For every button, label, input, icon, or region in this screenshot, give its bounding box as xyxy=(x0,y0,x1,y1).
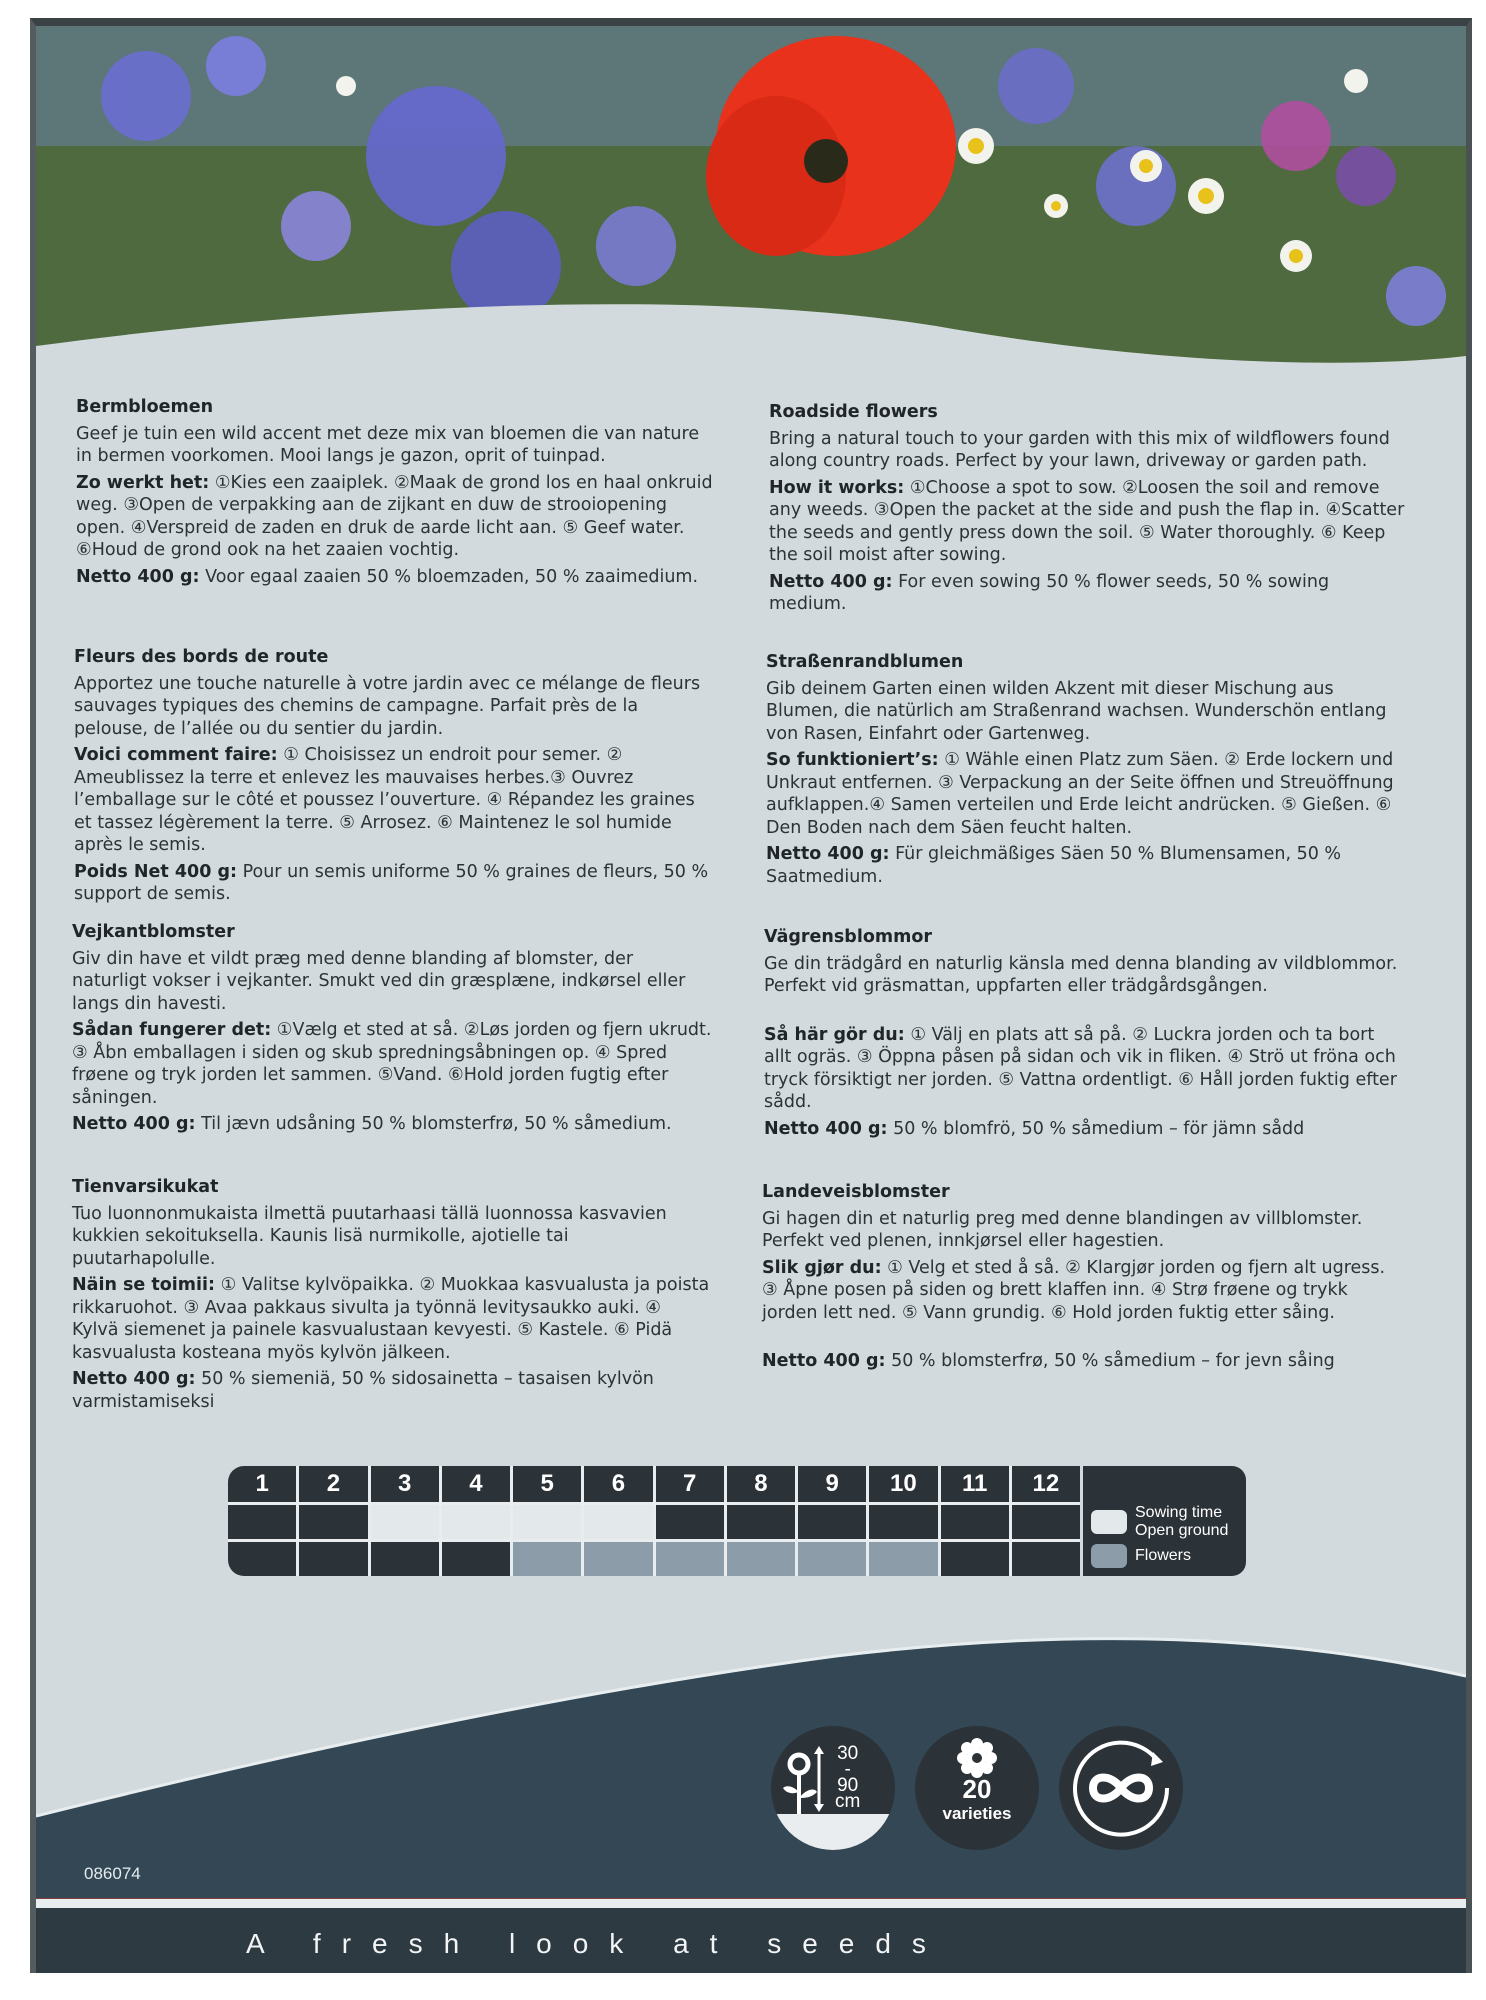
height-max: 90 xyxy=(837,1775,859,1796)
net-weight-label: Netto 400 g: xyxy=(76,566,200,587)
section-title: Landeveisblomster xyxy=(762,1182,950,1202)
net-weight-label: Netto 400 g: xyxy=(72,1369,196,1389)
month-header: 1 xyxy=(228,1466,296,1502)
net-weight-text: Voor egaal zaaien 50 % bloemzaden, 50 % zaaimedium. xyxy=(199,566,699,587)
section-net-weight xyxy=(72,1113,712,1136)
month-header: 10 xyxy=(869,1466,937,1502)
flowering-cell xyxy=(727,1542,795,1576)
height-min: 30 xyxy=(837,1743,859,1764)
sowing-cell xyxy=(584,1505,652,1539)
legend-sowing xyxy=(1091,1504,1238,1540)
slogan: A fresh look at seeds xyxy=(246,1928,947,1959)
sowing-cell xyxy=(371,1505,439,1539)
month-header: 5 xyxy=(513,1466,581,1502)
net-weight-text: 50 % blomfrö, 50 % såmedium – för jämn sådd xyxy=(887,1118,1305,1139)
section-instructions xyxy=(72,1274,712,1364)
instructions-label: Zo werkt het: xyxy=(76,472,210,493)
section-description: Gi hagen din et naturlig preg med denne blandingen av villblomster. Perfekt ved plenen, innkjørsel eller hagestien. xyxy=(762,1208,1363,1251)
sowing-cell xyxy=(656,1505,724,1539)
instructions-label: How it works: xyxy=(769,477,905,498)
section-title: Fleurs des bords de route xyxy=(74,647,329,667)
instructions-label: Näin se toimii: xyxy=(72,1275,215,1295)
flowering-cell xyxy=(1012,1542,1080,1576)
sowing-cell xyxy=(442,1505,510,1539)
seed-box-back xyxy=(30,18,1472,1973)
month-header: 9 xyxy=(798,1466,866,1502)
section-description: Geef je tuin een wild accent met deze mix van bloemen die van nature in bermen voorkomen. Mooi langs je gazon, oprit of tuinpad. xyxy=(76,423,700,466)
flowering-cell xyxy=(656,1542,724,1576)
calendar-grid xyxy=(228,1466,1080,1576)
month-header: 4 xyxy=(442,1466,510,1502)
infinity-icon xyxy=(1059,1726,1183,1850)
flowering-cell xyxy=(584,1542,652,1576)
net-weight-text: 50 % siemeniä, 50 % sidosainetta – tasaisen kylvön varmistamiseksi xyxy=(72,1369,654,1412)
section-instructions xyxy=(72,1019,712,1109)
height-range xyxy=(835,1743,861,1812)
section-fr xyxy=(74,646,714,910)
instructions-text: ①Choose a spot to sow. ②Loosen the soil and remove any weeds. ③Open the packet at the side and push the flap in. ④Scatter the seeds and gently press down the soil. ⑤ Water thoroughly. ⑥ Keep the soil moist after sowing. xyxy=(769,477,1405,565)
section-instructions xyxy=(74,744,714,857)
legend-open-ground-label: Open ground xyxy=(1135,1522,1229,1539)
sowing-cell xyxy=(513,1505,581,1539)
section-net-weight xyxy=(74,861,714,906)
net-weight-label: Netto 400 g: xyxy=(72,1114,196,1134)
month-header: 6 xyxy=(584,1466,652,1502)
section-instructions xyxy=(766,749,1406,839)
section-no xyxy=(762,1181,1402,1377)
section-net-weight xyxy=(72,1368,712,1413)
height-badge xyxy=(771,1726,895,1850)
section-description: Giv din have et vildt præg med denne blanding af blomster, der naturligt vokser i vejkanter. Smukt ved din græsplæne, indkørsel eller langs din havesti. xyxy=(72,948,686,1014)
flowering-cell xyxy=(442,1542,510,1576)
section-sv xyxy=(764,926,1404,1144)
section-description: Tuo luonnonmukaista ilmettä puutarhaasi tällä luonnossa kasvavien kukkien sekoituksella. Kaunis lisä nurmikolle, ajotielle tai puutarhapolulle. xyxy=(72,1203,667,1269)
flowering-cell xyxy=(798,1542,866,1576)
section-da xyxy=(72,921,712,1140)
instructions-label: Slik gjør du: xyxy=(762,1257,882,1278)
footer-band xyxy=(36,1908,1466,1973)
net-weight-label: Netto 400 g: xyxy=(766,844,890,864)
wave-divider-bottom xyxy=(36,1616,1466,1856)
section-title: Vejkantblomster xyxy=(72,922,235,942)
net-weight-text: Für gleichmäßiges Säen 50 % Blumensamen, 50 % Saatmedium. xyxy=(766,844,1342,887)
section-nl xyxy=(76,396,716,592)
section-net-weight xyxy=(76,566,716,589)
instructions-label: So funktioniert’s: xyxy=(766,750,939,770)
section-title: Tienvarsikukat xyxy=(72,1177,219,1197)
instructions-label: Så här gör du: xyxy=(764,1024,905,1045)
flowering-cell xyxy=(941,1542,1009,1576)
height-unit: cm xyxy=(835,1791,861,1812)
flowering-cell xyxy=(371,1542,439,1576)
month-header: 3 xyxy=(371,1466,439,1502)
flowers-swatch xyxy=(1091,1544,1127,1568)
sowing-cell xyxy=(798,1505,866,1539)
net-weight-text: Til jævn udsåning 50 % blomsterfrø, 50 % såmedium. xyxy=(195,1114,672,1134)
month-header: 8 xyxy=(727,1466,795,1502)
height-separator: - xyxy=(844,1759,851,1780)
section-instructions xyxy=(762,1257,1402,1325)
perennial-badge xyxy=(1059,1726,1183,1850)
net-weight-label: Netto 400 g: xyxy=(764,1118,888,1139)
flower-height-icon xyxy=(771,1726,895,1850)
section-de xyxy=(766,651,1406,892)
sowing-cell xyxy=(727,1505,795,1539)
instructions-text: ① Velg et sted å så. ② Klargjør jorden og fjern alt ugress. ③ Åpne posen på siden og brett klaffen inn. ④ Strø frøene og trykk jorden lett ned. ⑤ Vann grundig. ⑥ Hold jorden fuktig etter såing. xyxy=(762,1257,1386,1323)
flowering-cell xyxy=(513,1542,581,1576)
section-net-weight xyxy=(766,843,1406,888)
section-description: Ge din trädgård en naturlig känsla med denna blanding av vildblommor. Perfekt vid gräsmattan, uppfarten eller trädgårdsgången. xyxy=(764,953,1398,996)
article-number: 086074 xyxy=(84,1864,141,1883)
month-header: 7 xyxy=(656,1466,724,1502)
varieties-count: 20 xyxy=(962,1774,992,1804)
instructions-text: ① Wähle einen Platz zum Säen. ② Erde lockern und Unkraut entfernen. ③ Verpackung an der Seite öffnen und Streuöffnung aufklappen.④ Samen verteilen und Erde leicht andrücken. ⑤ Gießen. ⑥ Den Boden nach dem Säen feucht halten. xyxy=(766,750,1394,838)
flowering-cell xyxy=(228,1542,296,1576)
net-weight-label: Poids Net 400 g: xyxy=(74,861,238,882)
instructions-text: ①Vælg et sted at så. ②Løs jorden og fjern ukrudt. ③ Åbn emballagen i siden og skub spredningsåbningen op. ④ Spred frøene og tryk jorden let sammen. ⑤Vand. ⑥Hold jorden fugtig efter såningen. xyxy=(72,1020,712,1108)
instructions-label: Sådan fungerer det: xyxy=(72,1020,272,1040)
section-net-weight xyxy=(764,1118,1404,1141)
section-description: Apportez une touche naturelle à votre jardin avec ce mélange de fleurs sauvages typiques des chemins de campagne. Parfait près de la pelouse, de l’allée ou du sentier du jardin. xyxy=(74,673,701,739)
instructions-text: ① Valitse kylvöpaikka. ② Muokkaa kasvualusta ja poista rikkaruohot. ③ Avaa pakkaus sivulta ja työnnä levitysaukko auki. ④ Kylvä siemenet ja painele kasvualustaan kevyesti. ⑤ Kastele. ⑥ Pidä kasvualusta kosteana myös kylvön jälkeen. xyxy=(72,1275,710,1363)
wave-divider-top xyxy=(36,286,1466,406)
section-instructions xyxy=(76,472,716,562)
net-weight-label: Netto 400 g: xyxy=(762,1351,886,1371)
section-net-weight xyxy=(762,1350,1402,1373)
legend-sowing-label: Sowing time xyxy=(1135,1504,1223,1521)
sowing-cell xyxy=(228,1505,296,1539)
section-description: Gib deinem Garten einen wilden Akzent mit dieser Mischung aus Blumen, die natürlich am Straßenrand wachsen. Wunderschön entlang von Rasen, Einfahrt oder Gartenweg. xyxy=(766,678,1387,744)
legend-flowers xyxy=(1091,1544,1238,1568)
calendar-legend xyxy=(1083,1466,1246,1576)
section-title: Roadside flowers xyxy=(769,402,938,422)
section-instructions xyxy=(769,477,1409,567)
sowing-cell xyxy=(1012,1505,1080,1539)
sowing-swatch xyxy=(1091,1510,1127,1534)
sowing-cell xyxy=(299,1505,367,1539)
section-title: Vägrensblommor xyxy=(764,927,932,947)
section-title: Straßenrandblumen xyxy=(766,652,964,672)
flowering-cell xyxy=(869,1542,937,1576)
section-net-weight xyxy=(769,571,1409,616)
net-weight-text: 50 % blomsterfrø, 50 % såmedium – for jevn såing xyxy=(885,1351,1335,1371)
bottom-band xyxy=(36,1616,1466,1973)
month-header: 2 xyxy=(299,1466,367,1502)
feature-badges xyxy=(771,1726,1183,1850)
section-instructions xyxy=(764,1024,1404,1114)
net-weight-text: For even sowing 50 % flower seeds, 50 % sowing medium. xyxy=(769,571,1330,614)
flowering-cell xyxy=(299,1542,367,1576)
sowing-calendar xyxy=(228,1466,1246,1576)
instructions-label: Voici comment faire: xyxy=(74,745,278,765)
net-weight-label: Netto 400 g: xyxy=(769,571,893,592)
instructions-text: ① Choisissez un endroit pour semer. ② Ameublissez la terre et enlevez les mauvaises herbes.③ Ouvrez l’emballage sur le côté et poussez l’ouverture. ④ Répandez les graines et tassez légèrement la terre. ⑤ Arrosez. ⑥ Maintenez le sol humide après le semis. xyxy=(74,745,695,855)
section-description: Bring a natural touch to your garden with this mix of wildflowers found along country roads. Perfect by your lawn, driveway or garden path. xyxy=(769,428,1390,471)
legend-flowers-label: Flowers xyxy=(1135,1547,1192,1564)
white-stripe xyxy=(36,1898,1466,1908)
varieties-badge xyxy=(915,1726,1039,1850)
sowing-cell xyxy=(941,1505,1009,1539)
section-title: Bermbloemen xyxy=(76,397,214,417)
month-header: 11 xyxy=(941,1466,1009,1502)
instructions-text: ①Kies een zaaiplek. ②Maak de grond los en haal onkruid weg. ③Open de verpakking aan de zijkant en duw de strooiopening open. ④Verspreid de zaden en druk de aarde licht aan. ⑤ Geef water. ⑥Houd de grond ook na het zaaien vochtig. xyxy=(76,472,713,560)
sowing-cell xyxy=(869,1505,937,1539)
section-fi xyxy=(72,1176,712,1417)
section-en xyxy=(769,401,1409,620)
legend-sowing-text xyxy=(1135,1504,1228,1540)
instructions-text: ① Välj en plats att så på. ② Luckra jorden och ta bort allt ogräs. ③ Öppna påsen på sidan och vik in fliken. ④ Strö ut fröna och tryck försiktigt ner jorden. ⑤ Vattna ordentligt. ⑥ Håll jorden fuktig efter sådd. xyxy=(764,1024,1397,1112)
varieties-label: varieties xyxy=(942,1804,1012,1823)
net-weight-text: Pour un semis uniforme 50 % graines de fleurs, 50 % support de semis. xyxy=(74,861,709,904)
month-header: 12 xyxy=(1012,1466,1080,1502)
